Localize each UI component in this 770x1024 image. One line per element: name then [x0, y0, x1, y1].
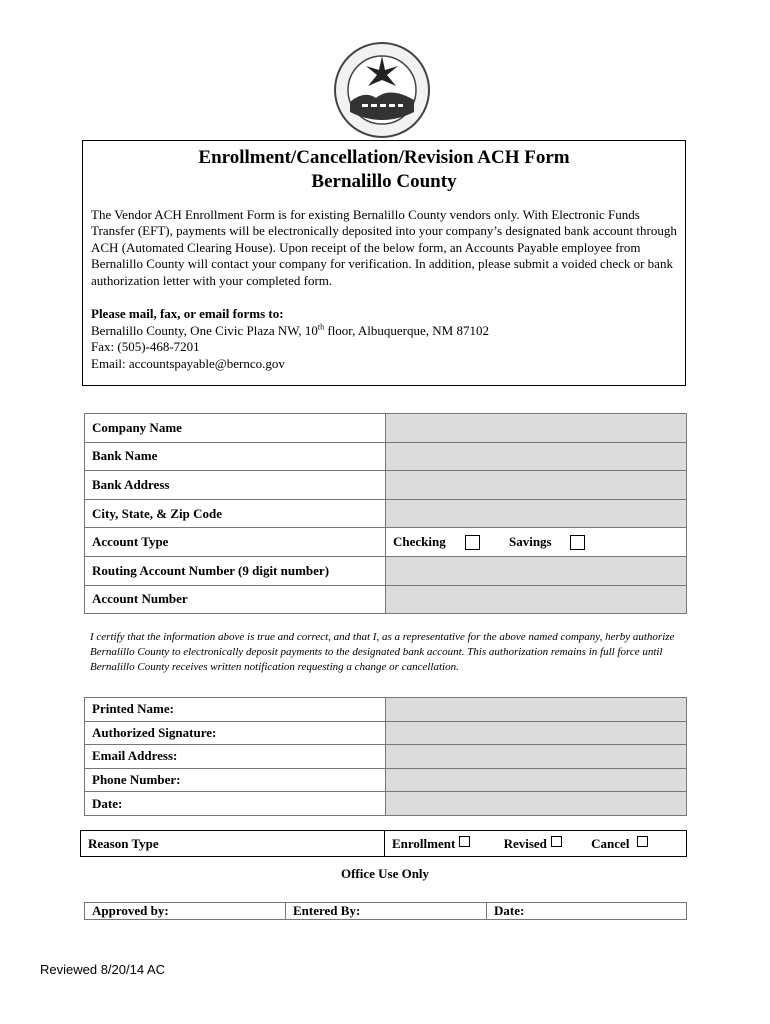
- county-seal-logo: [334, 42, 430, 138]
- reason-type-table: [80, 830, 687, 857]
- cancel-checkbox[interactable]: [637, 836, 648, 847]
- table-row: [85, 414, 687, 443]
- approved-by-label: Approved by:: [92, 903, 169, 918]
- office-use-heading: Office Use Only: [340, 866, 430, 881]
- bank-address-field[interactable]: [386, 471, 687, 500]
- company-name-field[interactable]: [386, 414, 687, 443]
- bank-address-label: Bank Address: [85, 471, 386, 500]
- table-row: [85, 442, 687, 471]
- office-date-field[interactable]: [487, 903, 687, 920]
- mailing-address: Bernalillo County, One Civic Plaza NW, 10th floor, Albuquerque, NM 87102: [91, 322, 489, 338]
- checking-label: Checking: [393, 533, 446, 549]
- table-row: [85, 721, 687, 745]
- bank-name-field[interactable]: [386, 442, 687, 471]
- intro-paragraph: The Vendor ACH Enrollment Form is for existing Bernalillo County vendors only. With Electronic Funds Transfer (EFT), payments will be electronically deposited into your company’s designated bank account through ACH (Automated Clearing House). Upon receipt of the below form, an Accounts Payable employee from Bernalillo County will contact your company for verification. In addition, please submit a voided check or bank authorization letter with your completed form.: [91, 207, 677, 288]
- city-state-zip-label: City, State, & Zip Code: [85, 499, 386, 528]
- revised-label: Revised: [503, 835, 547, 851]
- table-row: [85, 471, 687, 500]
- fax-number: Fax: (505)-468-7201: [91, 339, 200, 354]
- authorized-signature-label: Authorized Signature:: [85, 721, 386, 745]
- office-date-label: Date:: [494, 903, 525, 918]
- table-row: [81, 831, 687, 857]
- printed-name-label: Printed Name:: [85, 698, 386, 722]
- mail-heading: Please mail, fax, or email forms to:: [91, 306, 284, 321]
- bank-name-label: Bank Name: [85, 442, 386, 471]
- routing-number-label: Routing Account Number (9 digit number): [85, 556, 386, 585]
- cancel-label: Cancel: [591, 835, 630, 851]
- office-use-table: [84, 902, 687, 920]
- account-type-options: [386, 528, 687, 557]
- enrollment-label: Enrollment: [392, 835, 456, 851]
- mailing-info: [91, 306, 681, 372]
- city-state-zip-field[interactable]: [386, 499, 687, 528]
- email-address-label: Email Address:: [85, 745, 386, 769]
- certification-text: I certify that the information above is true and correct, and that I, as a representative for the above named company, herby authorize Bernalillo County to electronically deposit payments to the designated bank account. This authorization remains in full force until Bernalillo County receives written notification requesting a change or cancellation.: [90, 631, 675, 673]
- table-row: [85, 768, 687, 792]
- email-address-field[interactable]: [386, 745, 687, 769]
- printed-name-field[interactable]: [386, 698, 687, 722]
- table-row: [85, 792, 687, 816]
- form-title: Enrollment/Cancellation/Revision ACH Form: [198, 147, 570, 168]
- enrollment-checkbox[interactable]: [459, 836, 470, 847]
- table-row: [85, 585, 687, 614]
- email-address: Email: accountspayable@bernco.gov: [91, 355, 285, 371]
- date-label: Date:: [85, 792, 386, 816]
- table-row: [85, 528, 687, 557]
- phone-number-field[interactable]: [386, 768, 687, 792]
- checking-checkbox[interactable]: [465, 535, 480, 550]
- review-footer: Reviewed 8/20/14 AC: [40, 962, 166, 977]
- company-name-label: Company Name: [85, 414, 386, 443]
- approved-by-field[interactable]: [85, 903, 286, 920]
- entered-by-label: Entered By:: [293, 903, 361, 918]
- reason-type-label: Reason Type: [81, 831, 385, 857]
- table-row: [85, 556, 687, 585]
- signature-table: [84, 697, 687, 816]
- authorized-signature-field[interactable]: [386, 721, 687, 745]
- vendor-info-table: [84, 413, 687, 614]
- table-row: [85, 903, 687, 920]
- reason-type-options: [385, 831, 687, 857]
- savings-checkbox[interactable]: [570, 535, 585, 550]
- account-number-label: Account Number: [85, 585, 386, 614]
- intro-box: [82, 140, 686, 386]
- routing-number-field[interactable]: [386, 556, 687, 585]
- savings-label: Savings: [508, 533, 552, 549]
- revised-checkbox[interactable]: [551, 836, 562, 847]
- account-type-label: Account Type: [85, 528, 386, 557]
- date-field[interactable]: [386, 792, 687, 816]
- table-row: [85, 698, 687, 722]
- table-row: [85, 745, 687, 769]
- table-row: [85, 499, 687, 528]
- entered-by-field[interactable]: [286, 903, 487, 920]
- phone-number-label: Phone Number:: [85, 768, 386, 792]
- account-number-field[interactable]: [386, 585, 687, 614]
- form-subtitle: Bernalillo County: [311, 171, 457, 192]
